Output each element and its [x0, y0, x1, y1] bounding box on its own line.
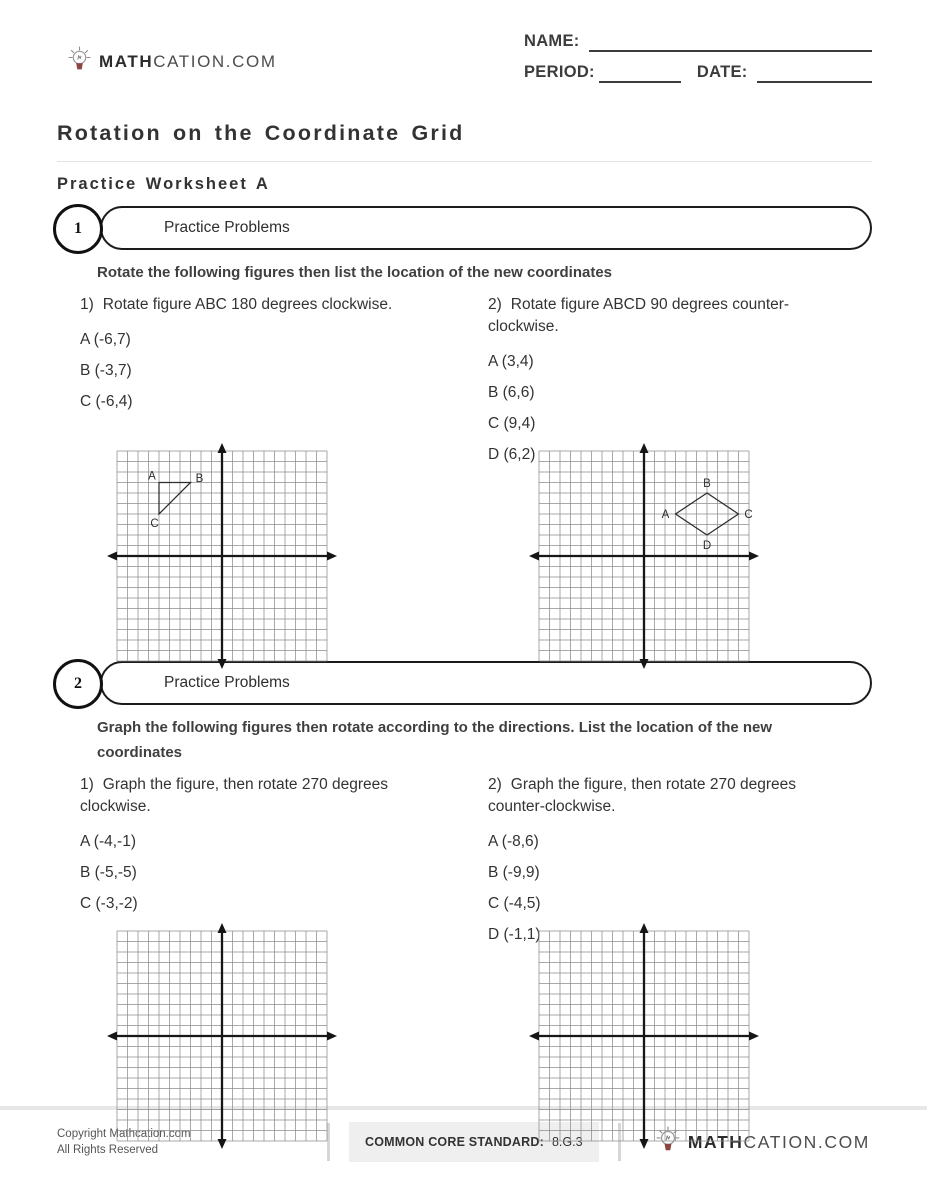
name-row: [524, 30, 872, 52]
section-1-title: Practice Problems: [164, 219, 290, 236]
brand-name: MATHCATION.COM: [99, 51, 277, 71]
date-input-line[interactable]: [757, 61, 872, 83]
period-label: PERIOD:: [524, 63, 595, 81]
student-fields: [524, 30, 872, 83]
problem-3-column: [80, 774, 488, 1156]
date-label: DATE:: [696, 63, 748, 81]
period-date-row: [524, 61, 872, 83]
svg-text:C: C: [744, 509, 753, 521]
title-divider: [57, 161, 872, 162]
copyright-text: Copyright Mathcation.com All Rights Reserved: [57, 1128, 191, 1156]
problem-4-text: [488, 774, 872, 943]
section-1-title-box: [100, 206, 872, 250]
problem-4-column: [488, 774, 872, 1156]
section-1-header: [57, 206, 872, 250]
coordinate-grid-1: [105, 441, 339, 676]
svg-text:D: D: [702, 540, 712, 552]
worksheet-subtitle: Practice Worksheet A: [57, 175, 270, 193]
section-1-instructions: Rotate the following figures then list the location of the new coordinates: [97, 264, 613, 281]
svg-text:A: A: [148, 470, 156, 483]
coordinate-point: B (-3,7): [80, 362, 132, 379]
section-1-problems: [57, 294, 872, 676]
svg-text:A: A: [661, 509, 670, 521]
coordinate-point: A (3,4): [488, 353, 534, 370]
period-input-line[interactable]: [599, 61, 681, 83]
coordinate-point: B (-9,9): [488, 864, 540, 881]
coordinate-point: B (6,6): [488, 384, 535, 401]
name-input-line[interactable]: [589, 30, 872, 52]
problem-3-text: [80, 774, 488, 921]
coordinate-grid-2: [527, 441, 761, 676]
section-1-number-badge: 1: [53, 204, 103, 254]
problem-2-prompt: 2) Rotate figure ABCD 90 degrees counter-clockwise.: [488, 296, 790, 335]
section-2-title: Practice Problems: [164, 674, 290, 691]
footer-brand-name: MATHCATION.COM: [687, 1131, 870, 1152]
standard-value: 8.G.3: [551, 1135, 583, 1149]
coordinate-point: D (6,2): [488, 446, 536, 463]
standard-label: COMMON CORE STANDARD:: [365, 1135, 544, 1149]
page-title: Rotation on the Coordinate Grid: [57, 121, 465, 145]
section-2-problems: [57, 774, 872, 1156]
coordinate-grid-3[interactable]: [105, 921, 339, 1156]
problem-1-text: [80, 294, 488, 441]
name-label: NAME:: [524, 32, 580, 50]
coordinate-point: C (-6,4): [80, 393, 133, 410]
problem-3-prompt: 1) Graph the figure, then rotate 270 degrees clockwise.: [80, 776, 389, 815]
problem-2-text: [488, 294, 872, 463]
coordinate-point: A (-6,7): [80, 331, 131, 348]
coordinate-point: C (9,4): [488, 415, 536, 432]
coordinate-point: D (-1,1): [488, 926, 541, 943]
section-2-number-badge: 2: [53, 659, 103, 709]
svg-text:C: C: [150, 517, 159, 530]
svg-text:B: B: [195, 473, 204, 486]
problem-1-column: [80, 294, 488, 676]
coordinate-point: B (-5,-5): [80, 864, 137, 881]
coordinate-point: C (-3,-2): [80, 895, 138, 912]
problem-4-prompt: 2) Graph the figure, then rotate 270 degrees counter-clockwise.: [488, 776, 797, 815]
problem-1-prompt: 1) Rotate figure ABC 180 degrees clockwise.: [80, 296, 393, 313]
coordinate-grid-4[interactable]: [527, 921, 761, 1156]
svg-text:B: B: [703, 478, 711, 490]
coordinate-point: A (-4,-1): [80, 833, 136, 850]
problem-3-points: [80, 826, 488, 919]
header: [57, 0, 872, 83]
section-2-instructions: Graph the following figures then rotate according to the directions. List the location of the new coordinates: [97, 719, 773, 761]
coordinate-point: C (-4,5): [488, 895, 541, 912]
brand-logo: [68, 46, 277, 77]
coordinate-point: A (-8,6): [488, 833, 539, 850]
problem-1-points: [80, 324, 488, 417]
problem-2-column: [488, 294, 872, 676]
lightbulb-icon: [68, 46, 91, 77]
